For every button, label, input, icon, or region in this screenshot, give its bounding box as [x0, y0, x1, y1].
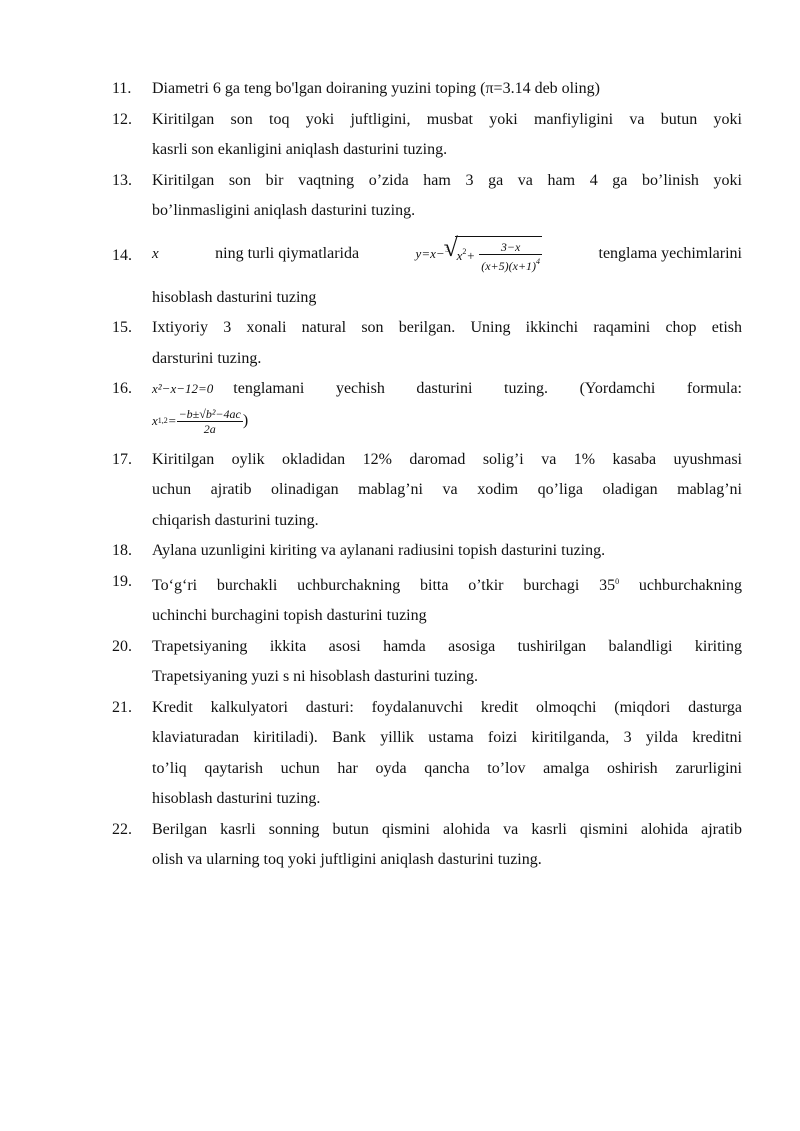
item-number: 18.: [112, 542, 132, 559]
item-text-line-2: uchun ajratib olinadigan mablag’ni va xodim qo’liga oladigan mablag’ni: [152, 481, 742, 498]
item-text: Aylana uzunligini kiriting va aylanani radiusini topish dasturini tuzing.: [152, 542, 606, 559]
item-text-line-2: darsturini tuzing.: [152, 349, 262, 367]
task-item-12: [112, 105, 742, 166]
degree-superscript: 0: [615, 576, 620, 586]
item-text-lead: ning turli qiymatlarida: [215, 245, 360, 263]
fraction-numerator: −b±√b²−4ac: [178, 407, 241, 421]
item-text: Diametri 6 ga teng bo'lgan doiraning yuzini toping (π=3.14 deb oling): [152, 80, 600, 97]
item-number: 17.: [112, 450, 132, 468]
item-text-line-2: klaviaturadan kiritiladi). Bank yillik ustama foizi kiritilganda, 3 yilda kreditni: [152, 729, 742, 746]
item-text-line-1: Kiritilgan oylik okladidan 12% daromad solig’i va 1% kasaba uyushmasi: [152, 450, 742, 468]
item-number: 19.: [112, 572, 132, 590]
item-formula-line: [152, 233, 742, 277]
formula-left: y=x−: [415, 246, 445, 262]
task-item-20: [112, 632, 742, 693]
item-text-tail: tenglama yechimlarini: [598, 245, 742, 263]
item-text-line-1: Berilgan kasrli sonning butun qismini alohida va kasrli qismini alohida ajratib: [152, 820, 742, 838]
item-text-line-1: tenglamani yechish dasturini tuzing. (Yordamchi formula:: [233, 380, 742, 397]
formula-subscript: 1,2: [157, 416, 168, 426]
variable-x: x: [152, 246, 159, 263]
fraction-denominator: (x+5)(x+1): [481, 258, 537, 273]
denominator-power: 4: [536, 256, 541, 266]
item-number: 13.: [112, 171, 132, 189]
item-text-line-1: Kiritilgan son bir vaqtning o’zida ham 3 ga va ham 4 ga bo’linish yoki: [152, 171, 742, 189]
item-number: 16.: [112, 380, 132, 397]
root-index: √ 3: [445, 246, 450, 255]
item-number: 21.: [112, 698, 132, 716]
formula-lhs: x: [152, 413, 158, 429]
item-text-line-2: olish va ularning toq yoki juftligini aniqlash dasturini tuzing.: [152, 851, 542, 868]
formula-16: x 1,2 = $\frac{\text{−b±√b²−4ac}}{2a}$ ): [152, 407, 249, 436]
item-text-line-4: hisoblash dasturini tuzing.: [152, 790, 321, 807]
fraction: [479, 240, 542, 273]
item-number: 15.: [112, 319, 132, 336]
task-item-16: [112, 374, 742, 439]
task-item-13: [112, 166, 742, 227]
task-item-11: [112, 74, 742, 105]
item-text-line-1: Kredit kalkulyatori dasturi: foydalanuvchi kredit olmoqchi (miqdori dasturga: [152, 698, 742, 716]
item-text-line-2: kasrli son ekanligini aniqlash dasturini tuzing.: [152, 141, 448, 158]
item-number: 12.: [112, 110, 132, 128]
item-text-line-3: to’liq qaytarish uchun har oyda qancha to’lov amalga oshirish zarurligini: [152, 759, 742, 777]
cube-root: √ 3 $x^2+$ $\frac{3-x}{(x+5)(x+1)^4}$: [455, 236, 542, 273]
formula-14: [416, 236, 543, 273]
item-number: 14.: [112, 246, 132, 264]
item-text-line-3: chiqarish dasturini tuzing.: [152, 511, 319, 529]
formula-x2: x: [456, 248, 463, 264]
task-item-22: [112, 815, 742, 876]
item-text-line-1: Trapetsiyaning ikkita asosi hamda asosiga tushirilgan balandligi kiriting: [152, 637, 742, 655]
item-text-line-2: bo’linmasligini aniqlash dasturini tuzing.: [152, 202, 416, 219]
fraction-numerator: 3−x: [479, 240, 542, 255]
task-item-18: [112, 536, 742, 567]
task-item-21: [112, 693, 742, 815]
task-item-17: [112, 445, 742, 537]
quadratic-fraction: [177, 407, 243, 436]
closing-paren: ): [242, 412, 249, 430]
item-text-line-1: Ixtiyoriy 3 xonali natural son berilgan. Uning ikkinchi raqamini chop etish: [152, 319, 742, 336]
task-item-19: [112, 567, 742, 632]
item-text-line-1: Kiritilgan son toq yoki juftligini, musbat yoki manfiyligini va butun yoki: [152, 110, 742, 128]
task-item-15: [112, 313, 742, 374]
fraction-denominator: 2a: [203, 422, 216, 436]
equation: x²−x−12=0: [152, 381, 214, 396]
item-number: 11.: [112, 80, 132, 97]
item-text-line-2: Trapetsiyaning yuzi s ni hisoblash dasturini tuzing.: [152, 668, 479, 685]
item-line-1: [152, 374, 742, 405]
task-item-14: [112, 233, 742, 314]
item-text-line-1: To‘g‘ri burchakli uchburchakning bitta o’tkir burchagi $35^0$ uchburchakning: [152, 576, 742, 594]
item-number: 22.: [112, 820, 132, 838]
task-list: [112, 74, 742, 876]
item-text-line-2: uchinchi burchagini topish dasturini tuzing: [152, 607, 427, 624]
item-text-line-2: hisoblash dasturini tuzing: [152, 288, 317, 306]
item-number: 20.: [112, 637, 132, 655]
